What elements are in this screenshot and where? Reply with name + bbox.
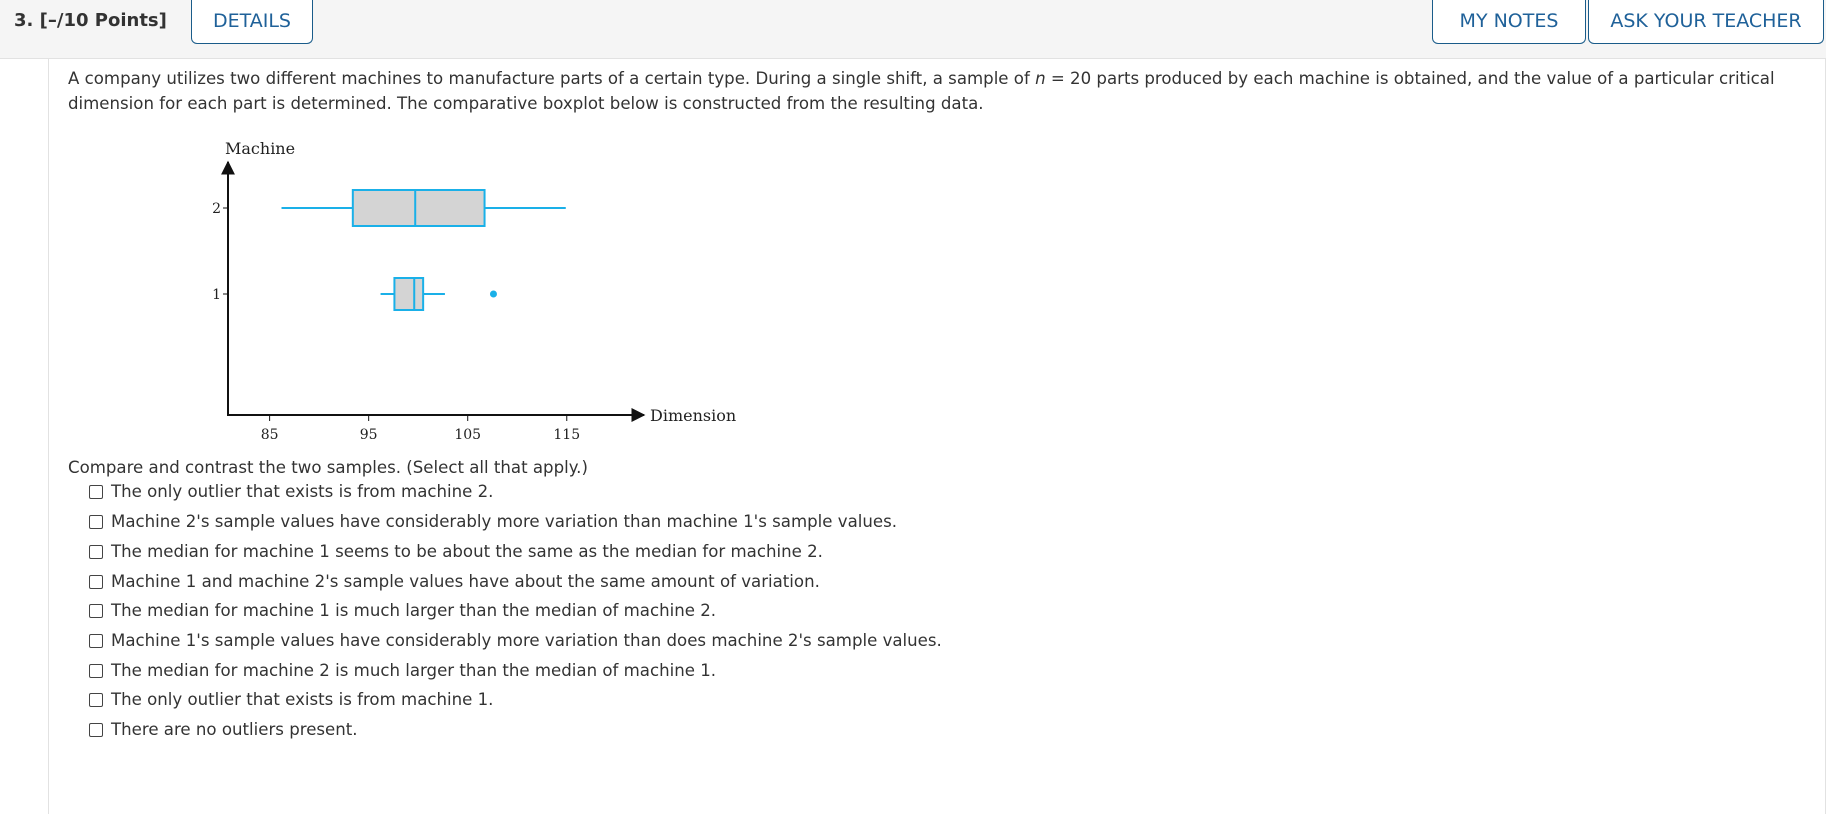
x-axis-label: Dimension [650, 406, 737, 425]
content-right-border [1825, 58, 1826, 814]
option-2-label: Machine 2's sample values have considerably more variation than machine 1's sample values. [111, 512, 897, 531]
option-3[interactable] [89, 542, 823, 561]
option-7[interactable] [89, 661, 716, 680]
content-left-border [48, 58, 49, 814]
y-axis-label: Machine [225, 139, 296, 158]
machine-1-box [394, 278, 423, 310]
comparative-boxplot [180, 132, 740, 452]
option-6-checkbox[interactable] [89, 634, 103, 648]
machine-1-outlier-1 [490, 291, 497, 298]
option-7-checkbox[interactable] [89, 664, 103, 678]
option-3-label: The median for machine 1 seems to be about the same as the median for machine 2. [111, 542, 823, 561]
question-header [0, 0, 1826, 59]
option-1-checkbox[interactable] [89, 485, 103, 499]
option-8[interactable] [89, 690, 493, 709]
machine-2-box [353, 190, 485, 226]
option-1-label: The only outlier that exists is from machine 2. [111, 482, 494, 501]
x-tick-label-115: 115 [553, 427, 581, 443]
option-8-checkbox[interactable] [89, 693, 103, 707]
prompt-text-1: A company utilizes two different machines to manufacture parts of a certain type. During a single shift, a sample of [68, 69, 1036, 88]
option-9-checkbox[interactable] [89, 723, 103, 737]
option-7-label: The median for machine 2 is much larger than the median of machine 1. [111, 661, 717, 680]
option-5[interactable] [89, 601, 716, 620]
option-4[interactable] [89, 572, 820, 591]
option-2-checkbox[interactable] [89, 515, 103, 529]
option-5-checkbox[interactable] [89, 604, 103, 618]
prompt-n-variable: n [1035, 69, 1046, 88]
details-button[interactable]: DETAILS [191, 0, 313, 44]
prompt-text-2: = 20 parts produced by each machine is obtained, and the value of a particular critical dimension for each part is determined. The comparative boxplot below is constructed from the resulting data. [68, 69, 1775, 113]
x-tick-label-105: 105 [454, 427, 482, 443]
option-6-label: Machine 1's sample values have considerably more variation than does machine 2's sample values. [111, 631, 942, 650]
y-tick-label-1: 1 [212, 287, 221, 303]
option-3-checkbox[interactable] [89, 545, 103, 559]
y-tick-label-2: 2 [212, 201, 221, 217]
option-8-label: The only outlier that exists is from machine 1. [111, 690, 494, 709]
question-number: 3. [14, 10, 34, 31]
x-tick-label-85: 85 [260, 427, 279, 443]
option-4-checkbox[interactable] [89, 575, 103, 589]
my-notes-button[interactable]: MY NOTES [1432, 0, 1586, 44]
x-tick-label-95: 95 [359, 427, 378, 443]
question-title [14, 10, 167, 31]
option-6[interactable] [89, 631, 942, 650]
question-text: Compare and contrast the two samples. (Select all that apply.) [68, 458, 588, 477]
points-label: [–/10 Points] [39, 10, 167, 31]
option-5-label: The median for machine 1 is much larger than the median of machine 2. [111, 601, 717, 620]
ask-your-teacher-button[interactable]: ASK YOUR TEACHER [1588, 0, 1824, 44]
option-9-label: There are no outliers present. [111, 720, 358, 739]
option-4-label: Machine 1 and machine 2's sample values have about the same amount of variation. [111, 572, 820, 591]
option-1[interactable] [89, 482, 493, 501]
option-9[interactable] [89, 720, 358, 739]
option-2[interactable] [89, 512, 897, 531]
question-prompt [68, 66, 1788, 116]
